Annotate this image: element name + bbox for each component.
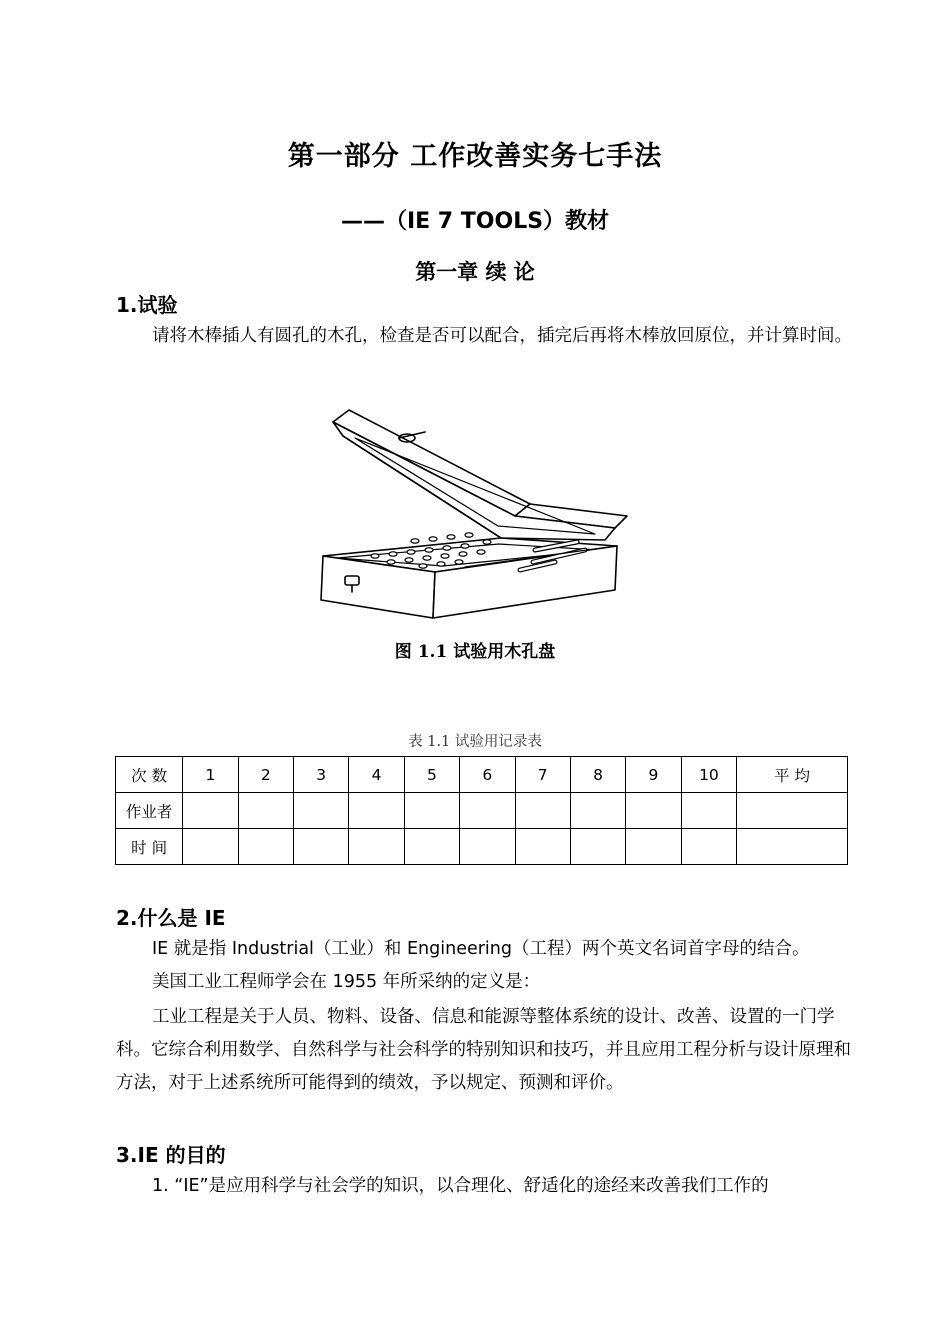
table-cell bbox=[626, 793, 681, 829]
table-cell bbox=[515, 793, 570, 829]
ie-society-paragraph: 美国工业工程师学会在 1955 年所采纳的定义是： bbox=[152, 972, 541, 992]
table-cell bbox=[404, 793, 459, 829]
experiment-paragraph: 请将木棒插人有圆孔的木孔，检查是否可以配合，插完后再将木棒放回原位，并计算时间。 bbox=[152, 326, 852, 346]
table-caption: 表 1.1 试验用记录表 bbox=[408, 734, 542, 750]
figure-caption: 图 1.1 试验用木孔盘 bbox=[394, 642, 556, 662]
table-header-cell: 6 bbox=[460, 757, 515, 793]
document-subtitle: ——（IE 7 TOOLS）教材 bbox=[340, 209, 610, 234]
table-header-cell: 1 bbox=[183, 757, 238, 793]
table-cell bbox=[238, 793, 293, 829]
chapter-title: 第一章 续 论 bbox=[415, 260, 535, 284]
table-cell bbox=[460, 829, 515, 865]
table-cell bbox=[570, 829, 625, 865]
table-header-cell: 4 bbox=[349, 757, 404, 793]
table-cell bbox=[294, 829, 349, 865]
record-table bbox=[115, 756, 848, 865]
table-header-cell: 3 bbox=[294, 757, 349, 793]
ie-definition-paragraph: IE 就是指 Industrial（工业）和 Engineering（工程）两个英文名词首字母的结合。 bbox=[152, 939, 810, 959]
table-header-cell: 7 bbox=[515, 757, 570, 793]
table-row bbox=[116, 829, 848, 865]
table-row bbox=[116, 793, 848, 829]
document-title: 第一部分 工作改善实务七手法 bbox=[287, 141, 663, 172]
table-cell bbox=[570, 793, 625, 829]
table-cell bbox=[460, 793, 515, 829]
table-cell bbox=[404, 829, 459, 865]
ie-purpose-paragraph: 1. “IE”是应用科学与社会学的知识，以合理化、舒适化的途经来改善我们工作的 bbox=[152, 1176, 769, 1196]
table-cell bbox=[737, 793, 848, 829]
table-cell bbox=[681, 829, 737, 865]
row-label-operator: 作业者 bbox=[116, 793, 183, 829]
table-cell bbox=[294, 793, 349, 829]
table-header-cell: 平 均 bbox=[737, 757, 848, 793]
table-header-cell: 9 bbox=[626, 757, 681, 793]
table-cell bbox=[349, 793, 404, 829]
table-header-cell: 10 bbox=[681, 757, 737, 793]
table-header-cell: 2 bbox=[238, 757, 293, 793]
table-cell bbox=[183, 793, 238, 829]
section-heading-ie-purpose: 3.IE 的目的 bbox=[116, 1143, 226, 1167]
table-cell bbox=[349, 829, 404, 865]
table-header-cell: 8 bbox=[570, 757, 625, 793]
table-cell bbox=[515, 829, 570, 865]
table-cell bbox=[681, 793, 737, 829]
table-row bbox=[116, 757, 848, 793]
section-heading-what-is-ie: 2.什么是 IE bbox=[116, 906, 226, 930]
table-header-cell: 5 bbox=[404, 757, 459, 793]
table-cell bbox=[626, 829, 681, 865]
ie-formal-definition-paragraph: 工业工程是关于人员、物料、设备、信息和能源等整体系统的设计、改善、设置的一门学科。它综合利用数学、自然科学与社会科学的特别知识和技巧，并且应用工程分析与设计原理和方法，对于上述系统所可能得到的绩效，予以规定、预测和评价。 bbox=[116, 1007, 851, 1093]
table-cell bbox=[238, 829, 293, 865]
table-header-cell: 次 数 bbox=[116, 757, 183, 793]
table-cell bbox=[737, 829, 848, 865]
row-label-time: 时 间 bbox=[116, 829, 183, 865]
section-heading-experiment: 1.试验 bbox=[116, 293, 178, 317]
wooden-peg-board-box-illustration bbox=[315, 404, 635, 626]
table-cell bbox=[183, 829, 238, 865]
